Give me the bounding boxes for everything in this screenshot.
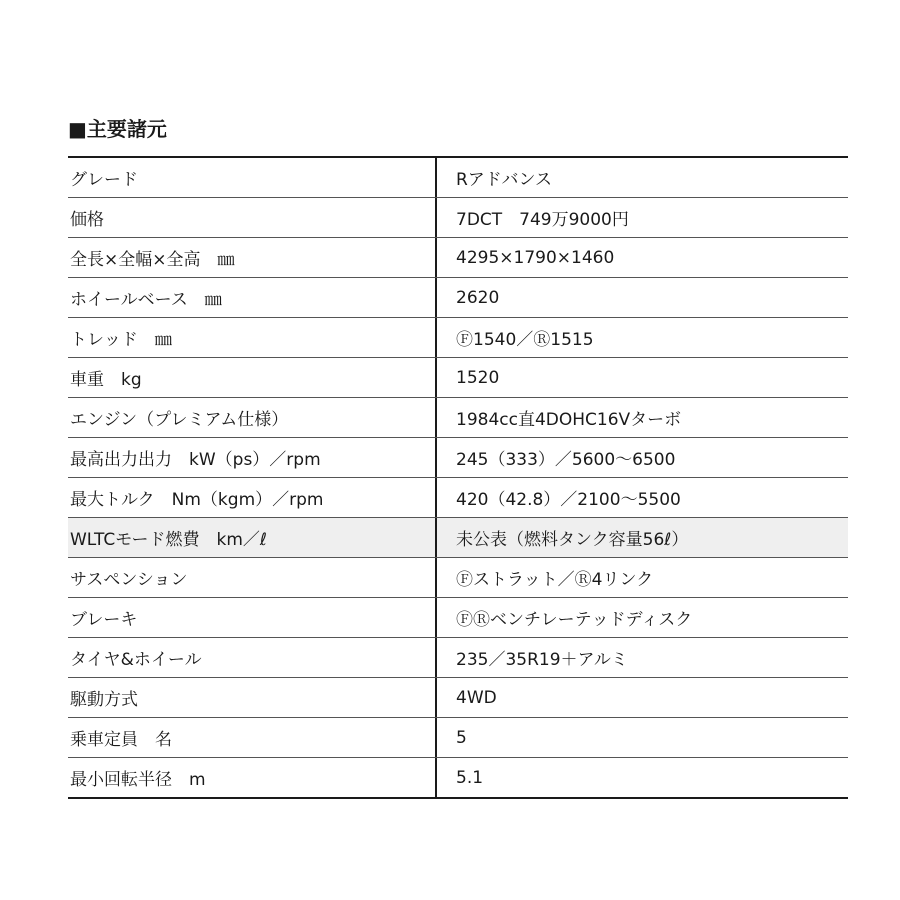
row-label: 車重 kg xyxy=(68,358,437,397)
row-value: 420（42.8）／2100～5500 xyxy=(456,490,681,510)
row-label: トレッド ㎜ xyxy=(68,318,437,357)
row-value: 1984cc直4DOHC16Vターボ xyxy=(456,410,682,430)
table-row xyxy=(68,478,848,518)
row-value: 1520 xyxy=(456,367,500,388)
row-label: 全長×全幅×全高 ㎜ xyxy=(68,238,437,277)
row-value: 7DCT 749万9000円 xyxy=(456,210,629,230)
table-row xyxy=(68,358,848,398)
table-row xyxy=(68,238,848,278)
row-label: 最高出力出力 kW（ps）／rpm xyxy=(68,438,437,477)
table-row xyxy=(68,638,848,678)
row-label: 駆動方式 xyxy=(68,678,437,717)
row-value: Ⓕストラット／Ⓡ4リンク xyxy=(456,570,654,590)
row-value: Ⓕ1540／Ⓡ1515 xyxy=(456,330,594,350)
table-row xyxy=(68,598,848,638)
row-label: 最大トルク Nm（kgm）／rpm xyxy=(68,478,437,517)
table-row xyxy=(68,318,848,358)
table-row xyxy=(68,718,848,758)
row-value: Rアドバンス xyxy=(456,170,552,190)
row-label: 最小回転半径 m xyxy=(68,758,437,797)
row-value: 5.1 xyxy=(456,767,484,788)
row-label: グレード xyxy=(68,158,437,197)
row-value: 4295×1790×1460 xyxy=(456,247,615,268)
row-label: ブレーキ xyxy=(68,598,437,637)
row-value: 2620 xyxy=(456,287,500,308)
row-label: 価格 xyxy=(68,198,437,237)
row-label: エンジン（プレミアム仕様） xyxy=(68,398,437,437)
table-row xyxy=(68,758,848,797)
table-row xyxy=(68,158,848,198)
row-label: ホイールベース ㎜ xyxy=(68,278,437,317)
table-row xyxy=(68,558,848,598)
table-row-highlighted xyxy=(68,518,848,558)
spec-table xyxy=(68,156,848,799)
table-row xyxy=(68,398,848,438)
table-row xyxy=(68,278,848,318)
row-label: タイヤ&ホイール xyxy=(68,638,437,677)
row-label: 乗車定員 名 xyxy=(68,718,437,757)
row-value: 5 xyxy=(456,727,467,748)
table-row xyxy=(68,438,848,478)
row-label: WLTCモード燃費 km／ℓ xyxy=(68,518,437,557)
page-title: ■主要諸元 xyxy=(68,117,167,141)
row-label: サスペンション xyxy=(68,558,437,597)
row-value: 未公表（燃料タンク容量56ℓ） xyxy=(456,530,689,550)
row-value: ⒻⓇベンチレーテッドディスク xyxy=(456,610,693,630)
row-value: 4WD xyxy=(456,687,497,708)
row-value: 235／35R19＋アルミ xyxy=(456,650,628,670)
row-value: 245（333）／5600～6500 xyxy=(456,450,676,470)
table-row xyxy=(68,678,848,718)
table-row xyxy=(68,198,848,238)
